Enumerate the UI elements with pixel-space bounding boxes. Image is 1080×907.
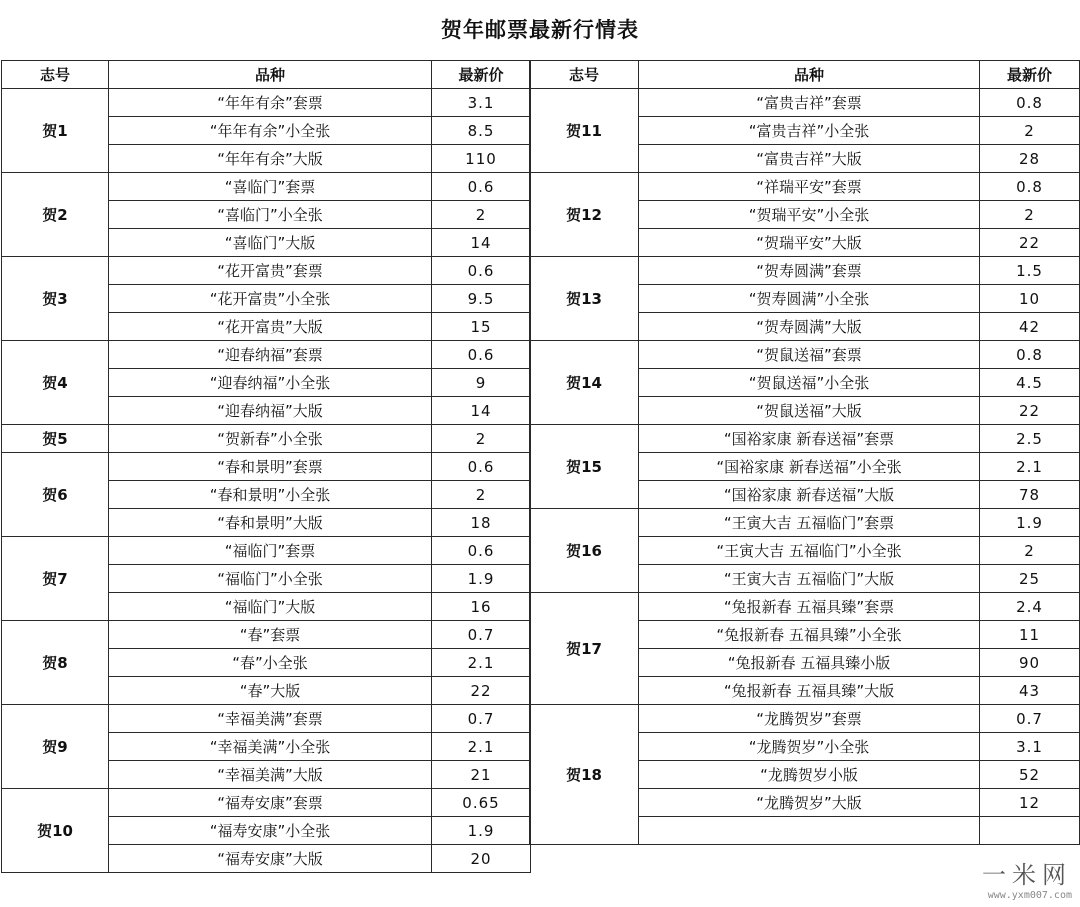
table-row: [2, 341, 531, 369]
price-cell: 9: [432, 369, 531, 397]
variety-cell: “年年有余”小全张: [109, 117, 432, 145]
right-price-table: [529, 60, 1080, 845]
variety-cell: “兔报新春 五福具臻”大版: [639, 677, 980, 705]
variety-cell: [639, 817, 980, 845]
variety-cell: “幸福美满”小全张: [109, 733, 432, 761]
variety-cell: “福临门”大版: [109, 593, 432, 621]
price-cell: 0.6: [432, 341, 531, 369]
variety-cell: “贺鼠送福”小全张: [639, 369, 980, 397]
price-cell: 2.1: [432, 649, 531, 677]
variety-cell: “贺瑞平安”小全张: [639, 201, 980, 229]
variety-cell: “春和景明”套票: [109, 453, 432, 481]
stamp-code-cell: 贺16: [530, 509, 639, 593]
variety-cell: “贺新春”小全张: [109, 425, 432, 453]
table-row: [2, 789, 531, 817]
price-cell: 2.1: [432, 733, 531, 761]
price-cell: 0.7: [980, 705, 1080, 733]
variety-cell: “迎春纳福”大版: [109, 397, 432, 425]
stamp-code-cell: 贺14: [530, 341, 639, 425]
variety-cell: “龙腾贺岁小版: [639, 761, 980, 789]
price-cell: 0.65: [432, 789, 531, 817]
table-header-row: [530, 61, 1080, 89]
stamp-code-cell: 贺7: [2, 537, 109, 621]
variety-cell: “王寅大吉 五福临门”大版: [639, 565, 980, 593]
price-cell: 2: [980, 117, 1080, 145]
price-cell: 10: [980, 285, 1080, 313]
variety-cell: “迎春纳福”套票: [109, 341, 432, 369]
variety-cell: “福寿安康”大版: [109, 845, 432, 873]
table-row: [530, 509, 1080, 537]
price-cell: 3.1: [432, 89, 531, 117]
stamp-code-cell: 贺8: [2, 621, 109, 705]
price-cell: 16: [432, 593, 531, 621]
stamp-code-cell: 贺10: [2, 789, 109, 873]
variety-cell: “花开富贵”小全张: [109, 285, 432, 313]
header-variety: 品种: [639, 61, 980, 89]
price-cell: 3.1: [980, 733, 1080, 761]
price-cell: 2: [980, 201, 1080, 229]
variety-cell: “富贵吉祥”小全张: [639, 117, 980, 145]
table-row: [530, 593, 1080, 621]
stamp-code-cell: 贺3: [2, 257, 109, 341]
variety-cell: “龙腾贺岁”大版: [639, 789, 980, 817]
stamp-code-cell: 贺13: [530, 257, 639, 341]
table-row: [530, 425, 1080, 453]
variety-cell: “迎春纳福”小全张: [109, 369, 432, 397]
variety-cell: “喜临门”大版: [109, 229, 432, 257]
table-row: [2, 453, 531, 481]
variety-cell: “国裕家康 新春送福”套票: [639, 425, 980, 453]
variety-cell: “贺鼠送福”套票: [639, 341, 980, 369]
price-cell: 0.7: [432, 621, 531, 649]
price-cell: 0.6: [432, 173, 531, 201]
price-cell: 42: [980, 313, 1080, 341]
stamp-code-cell: 贺17: [530, 593, 639, 705]
stamp-code-cell: 贺4: [2, 341, 109, 425]
variety-cell: “春和景明”小全张: [109, 481, 432, 509]
variety-cell: “富贵吉祥”大版: [639, 145, 980, 173]
variety-cell: “喜临门”小全张: [109, 201, 432, 229]
price-cell: 110: [432, 145, 531, 173]
variety-cell: “年年有余”大版: [109, 145, 432, 173]
price-cell: 0.6: [432, 537, 531, 565]
table-row: [2, 173, 531, 201]
price-cell: 1.9: [432, 565, 531, 593]
variety-cell: “国裕家康 新春送福”大版: [639, 481, 980, 509]
variety-cell: “花开富贵”套票: [109, 257, 432, 285]
stamp-code-cell: 贺5: [2, 425, 109, 453]
price-cell: 52: [980, 761, 1080, 789]
variety-cell: “龙腾贺岁”套票: [639, 705, 980, 733]
price-cell: 2.1: [980, 453, 1080, 481]
variety-cell: “春”小全张: [109, 649, 432, 677]
variety-cell: “王寅大吉 五福临门”小全张: [639, 537, 980, 565]
header-code: 志号: [530, 61, 639, 89]
watermark-url: www.yxm007.com: [987, 890, 1072, 901]
price-cell: 9.5: [432, 285, 531, 313]
price-cell: 0.6: [432, 257, 531, 285]
variety-cell: “贺瑞平安”大版: [639, 229, 980, 257]
price-cell: 22: [432, 677, 531, 705]
stamp-code-cell: 贺6: [2, 453, 109, 537]
price-cell: 0.8: [980, 173, 1080, 201]
price-cell: 2.4: [980, 593, 1080, 621]
price-cell: 14: [432, 229, 531, 257]
price-cell: 1.9: [432, 817, 531, 845]
table-row: [2, 537, 531, 565]
price-cell: 43: [980, 677, 1080, 705]
header-variety: 品种: [109, 61, 432, 89]
price-cell: 28: [980, 145, 1080, 173]
table-row: [530, 173, 1080, 201]
stamp-code-cell: 贺9: [2, 705, 109, 789]
variety-cell: “幸福美满”大版: [109, 761, 432, 789]
watermark-logo: 一米网: [982, 861, 1072, 889]
variety-cell: “王寅大吉 五福临门”套票: [639, 509, 980, 537]
variety-cell: “祥瑞平安”套票: [639, 173, 980, 201]
variety-cell: “年年有余”套票: [109, 89, 432, 117]
price-cell: 18: [432, 509, 531, 537]
price-cell: 12: [980, 789, 1080, 817]
variety-cell: “福寿安康”小全张: [109, 817, 432, 845]
variety-cell: “福寿安康”套票: [109, 789, 432, 817]
variety-cell: “兔报新春 五福具臻”小全张: [639, 621, 980, 649]
variety-cell: “福临门”套票: [109, 537, 432, 565]
variety-cell: “贺鼠送福”大版: [639, 397, 980, 425]
price-cell: 11: [980, 621, 1080, 649]
table-header-row: [2, 61, 531, 89]
price-cell: 0.8: [980, 341, 1080, 369]
variety-cell: “龙腾贺岁”小全张: [639, 733, 980, 761]
price-cell: 0.8: [980, 89, 1080, 117]
stamp-code-cell: 贺12: [530, 173, 639, 257]
price-cell: 8.5: [432, 117, 531, 145]
variety-cell: “贺寿圆满”套票: [639, 257, 980, 285]
header-price: 最新价: [980, 61, 1080, 89]
header-code: 志号: [2, 61, 109, 89]
price-cell: 90: [980, 649, 1080, 677]
price-cell: 2.5: [980, 425, 1080, 453]
price-cell: 2: [432, 425, 531, 453]
variety-cell: “花开富贵”大版: [109, 313, 432, 341]
left-price-table: [1, 60, 531, 873]
price-cell: 1.5: [980, 257, 1080, 285]
variety-cell: “国裕家康 新春送福”小全张: [639, 453, 980, 481]
price-cell: 0.7: [432, 705, 531, 733]
table-row: [530, 341, 1080, 369]
watermark: [982, 855, 1072, 901]
table-row: [530, 705, 1080, 733]
price-cell: 4.5: [980, 369, 1080, 397]
variety-cell: “富贵吉祥”套票: [639, 89, 980, 117]
table-row: [2, 89, 531, 117]
table-row: [530, 257, 1080, 285]
price-cell: 22: [980, 397, 1080, 425]
variety-cell: “兔报新春 五福具臻”套票: [639, 593, 980, 621]
table-row: [2, 621, 531, 649]
price-cell: 1.9: [980, 509, 1080, 537]
variety-cell: “喜临门”套票: [109, 173, 432, 201]
table-row: [2, 257, 531, 285]
variety-cell: “贺寿圆满”小全张: [639, 285, 980, 313]
price-cell: 2: [432, 201, 531, 229]
variety-cell: “春和景明”大版: [109, 509, 432, 537]
stamp-code-cell: 贺11: [530, 89, 639, 173]
variety-cell: “春”套票: [109, 621, 432, 649]
price-cell: [980, 817, 1080, 845]
table-row: [530, 89, 1080, 117]
price-cell: 0.6: [432, 453, 531, 481]
price-cell: 78: [980, 481, 1080, 509]
variety-cell: “贺寿圆满”大版: [639, 313, 980, 341]
variety-cell: “福临门”小全张: [109, 565, 432, 593]
price-cell: 25: [980, 565, 1080, 593]
stamp-code-cell: 贺1: [2, 89, 109, 173]
stamp-code-cell: 贺18: [530, 705, 639, 845]
price-cell: 21: [432, 761, 531, 789]
price-cell: 22: [980, 229, 1080, 257]
variety-cell: “春”大版: [109, 677, 432, 705]
table-row: [2, 705, 531, 733]
stamp-code-cell: 贺15: [530, 425, 639, 509]
variety-cell: “兔报新春 五福具臻小版: [639, 649, 980, 677]
price-cell: 20: [432, 845, 531, 873]
price-cell: 2: [980, 537, 1080, 565]
stamp-code-cell: 贺2: [2, 173, 109, 257]
page-title: 贺年邮票最新行情表: [441, 18, 639, 42]
variety-cell: “幸福美满”套票: [109, 705, 432, 733]
price-cell: 14: [432, 397, 531, 425]
table-row: [2, 425, 531, 453]
price-cell: 15: [432, 313, 531, 341]
header-price: 最新价: [432, 61, 531, 89]
price-cell: 2: [432, 481, 531, 509]
